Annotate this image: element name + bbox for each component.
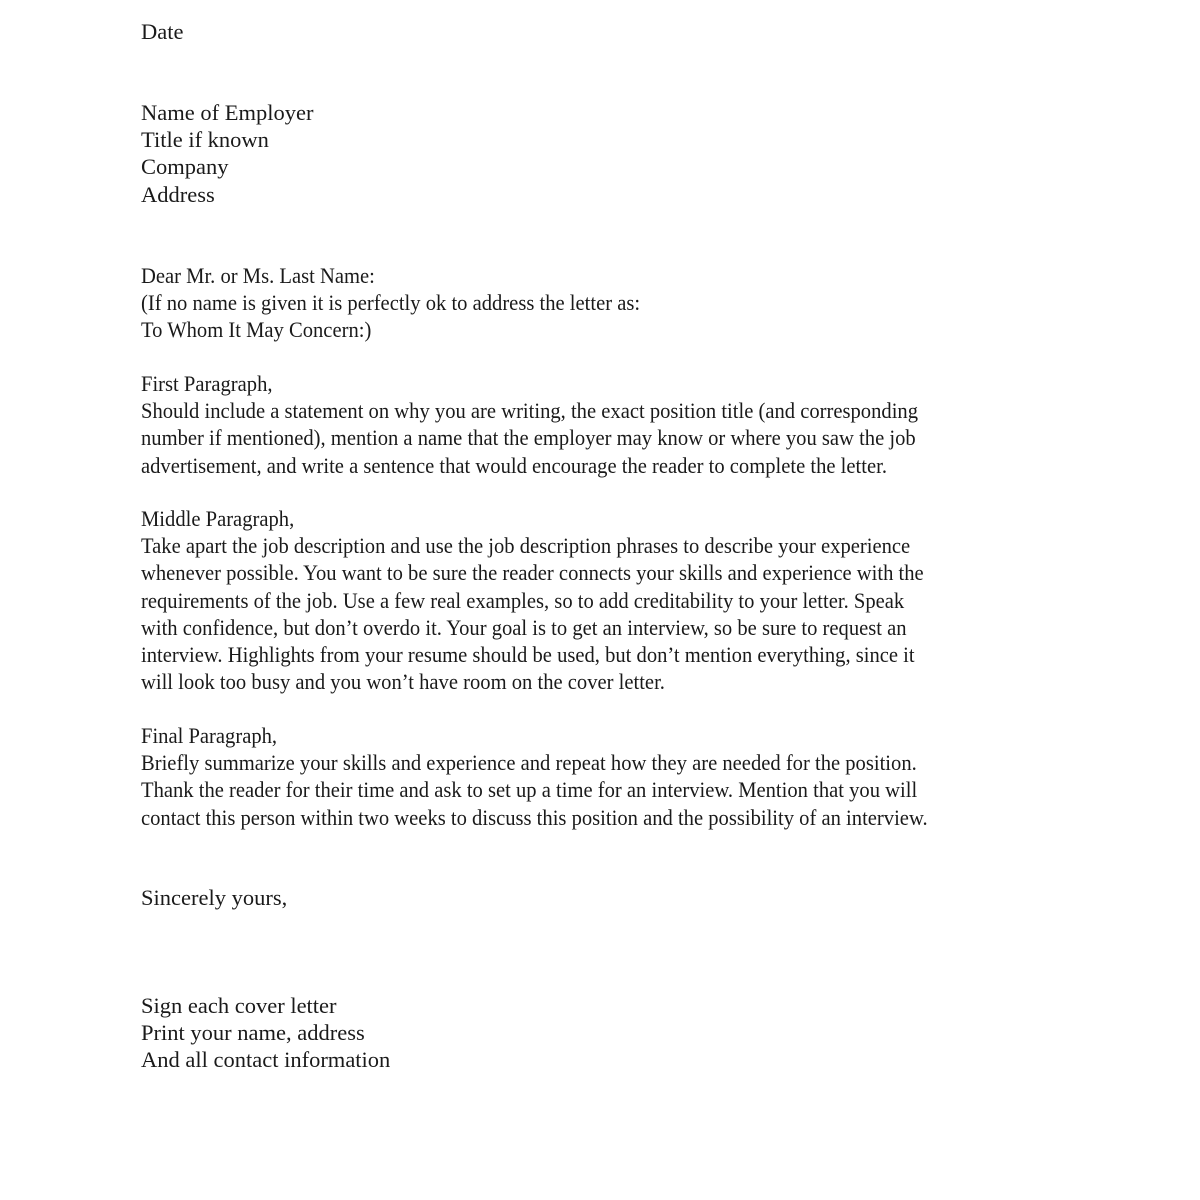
- recipient-title: Title if known: [141, 127, 269, 153]
- final-paragraph-line: contact this person within two weeks to discuss this position and the possibility of an interview.: [141, 804, 928, 830]
- first-paragraph-line: number if mentioned), mention a name that the employer may know or where you saw the job: [141, 425, 916, 451]
- first-paragraph-line: Should include a statement on why you are writing, the exact position title (and corresponding: [141, 398, 919, 424]
- final-paragraph-heading: Final Paragraph,: [141, 723, 278, 748]
- signature-block: [141, 992, 390, 1074]
- recipient-company: Company: [141, 154, 229, 180]
- middle-paragraph-line: Take apart the job description and use the job description phrases to describe your experience: [141, 533, 911, 559]
- salutation-note-line-1: (If no name is given it is perfectly ok to address the letter as:: [141, 290, 641, 316]
- date-line: Date: [141, 19, 184, 44]
- signature-line-2: Print your name, address: [141, 1020, 365, 1046]
- final-paragraph-line: Briefly summarize your skills and experience and repeat how they are needed for the position.: [141, 750, 917, 776]
- middle-paragraph-line: requirements of the job. Use a few real examples, so to add creditability to your letter. Speak: [141, 587, 905, 613]
- salutation-note-line-2: To Whom It May Concern:): [141, 317, 372, 343]
- middle-paragraph: [141, 505, 924, 695]
- final-paragraph: [141, 722, 928, 831]
- recipient-name: Name of Employer: [141, 100, 314, 125]
- closing-line: Sincerely yours,: [141, 885, 288, 910]
- middle-paragraph-line: will look too busy and you won’t have room on the cover letter.: [141, 669, 665, 695]
- first-paragraph-line: advertisement, and write a sentence that would encourage the reader to complete the letter.: [141, 452, 887, 478]
- first-paragraph-heading: First Paragraph,: [141, 371, 273, 396]
- signature-line-3: And all contact information: [141, 1047, 391, 1073]
- middle-paragraph-line: interview. Highlights from your resume should be used, but don’t mention everything, since it: [141, 642, 915, 668]
- first-paragraph: [141, 370, 918, 479]
- recipient-block: [141, 99, 313, 208]
- salutation-greeting: Dear Mr. or Ms. Last Name:: [141, 263, 375, 288]
- recipient-address: Address: [141, 181, 215, 207]
- middle-paragraph-heading: Middle Paragraph,: [141, 506, 295, 531]
- salutation-block: [141, 262, 640, 344]
- final-paragraph-line: Thank the reader for their time and ask to set up a time for an interview. Mention that you will: [141, 777, 918, 803]
- middle-paragraph-line: whenever possible. You want to be sure the reader connects your skills and experience with the: [141, 560, 924, 586]
- middle-paragraph-line: with confidence, but don’t overdo it. Your goal is to get an interview, so be sure to request an: [141, 614, 907, 640]
- signature-line-1: Sign each cover letter: [141, 993, 337, 1018]
